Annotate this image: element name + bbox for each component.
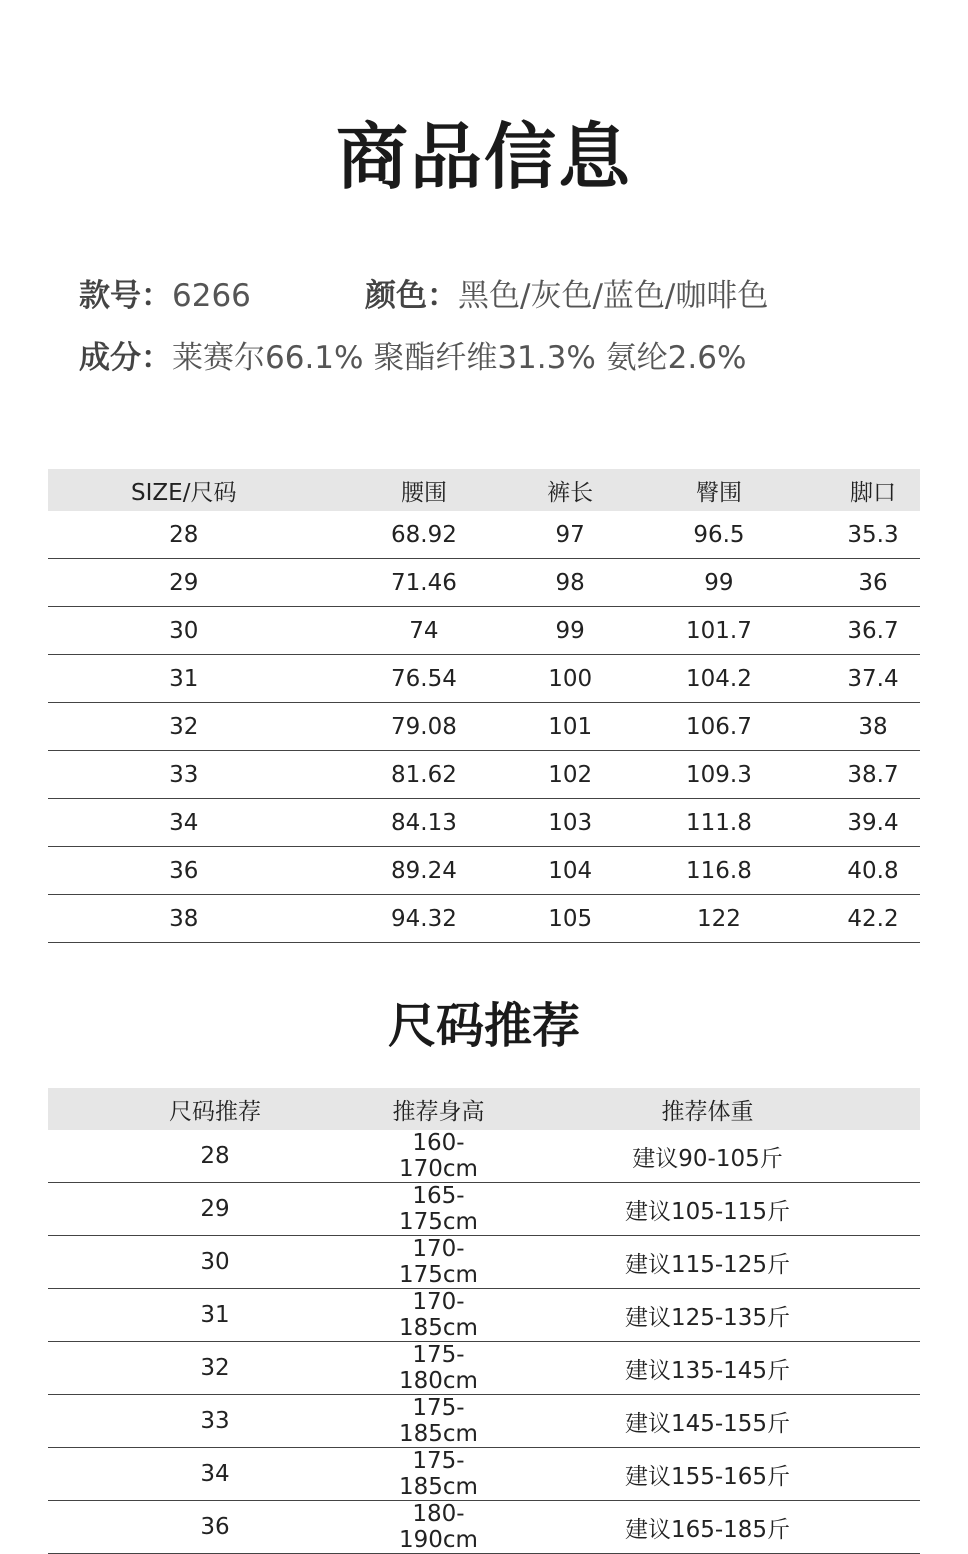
recommend-cell: 建议125-135斤	[495, 1289, 920, 1342]
size-chart-cell: 98	[528, 559, 612, 607]
size-recommend-table	[48, 1088, 920, 1554]
size-chart-cell: 71.46	[320, 559, 529, 607]
recommend-cell: 建议155-165斤	[495, 1448, 920, 1501]
recommend-cell: 28	[48, 1130, 382, 1183]
size-chart-cell: 28	[48, 511, 320, 559]
size-chart-cell: 89.24	[320, 847, 529, 895]
size-chart-cell: 30	[48, 607, 320, 655]
table-row	[48, 559, 920, 607]
size-chart-cell: 79.08	[320, 703, 529, 751]
size-chart-cell: 105	[528, 895, 612, 943]
recommend-cell: 36	[48, 1501, 382, 1554]
size-chart-header-0: SIZE/尺码	[48, 469, 320, 511]
size-chart-cell: 116.8	[612, 847, 826, 895]
size-chart-cell: 35.3	[826, 511, 920, 559]
size-chart-cell: 111.8	[612, 799, 826, 847]
table-row	[48, 703, 920, 751]
color-value: 黑色/灰色/蓝色/咖啡色	[458, 278, 769, 314]
recommend-header-row	[48, 1088, 920, 1130]
size-chart-cell: 84.13	[320, 799, 529, 847]
table-row	[48, 1448, 920, 1501]
size-chart-cell: 101.7	[612, 607, 826, 655]
recommend-cell: 175-185cm	[382, 1395, 495, 1448]
size-chart-cell: 29	[48, 559, 320, 607]
size-chart-cell: 31	[48, 655, 320, 703]
recommend-cell: 33	[48, 1395, 382, 1448]
color-label: 颜色：	[365, 278, 458, 314]
size-chart-cell: 101	[528, 703, 612, 751]
recommend-cell: 建议115-125斤	[495, 1236, 920, 1289]
table-row	[48, 511, 920, 559]
size-chart-cell: 32	[48, 703, 320, 751]
size-chart-cell: 42.2	[826, 895, 920, 943]
recommend-cell: 建议90-105斤	[495, 1130, 920, 1183]
size-chart-cell: 34	[48, 799, 320, 847]
recommend-cell: 建议145-155斤	[495, 1395, 920, 1448]
recommend-cell: 建议135-145斤	[495, 1342, 920, 1395]
size-chart-cell: 100	[528, 655, 612, 703]
table-row	[48, 1289, 920, 1342]
composition-value: 莱赛尔66.1% 聚酯纤维31.3% 氨纶2.6%	[172, 340, 747, 376]
size-chart-cell: 36.7	[826, 607, 920, 655]
table-row	[48, 895, 920, 943]
recommend-cell: 31	[48, 1289, 382, 1342]
recommend-header-2: 推荐体重	[495, 1088, 920, 1130]
size-chart-header-3: 臀围	[612, 469, 826, 511]
size-chart-cell: 102	[528, 751, 612, 799]
size-chart-cell: 38	[48, 895, 320, 943]
recommend-cell: 建议105-115斤	[495, 1183, 920, 1236]
size-chart-cell: 76.54	[320, 655, 529, 703]
table-row	[48, 751, 920, 799]
size-chart-header-2: 裤长	[528, 469, 612, 511]
size-chart-cell: 40.8	[826, 847, 920, 895]
recommend-cell: 170-175cm	[382, 1236, 495, 1289]
size-chart-header-4: 脚口	[826, 469, 920, 511]
recommend-title: 尺码推荐	[387, 998, 580, 1054]
size-chart-header-row	[48, 469, 920, 511]
size-chart-cell: 104	[528, 847, 612, 895]
size-chart-cell: 99	[612, 559, 826, 607]
recommend-cell: 170-185cm	[382, 1289, 495, 1342]
size-chart-table	[48, 469, 920, 943]
recommend-header-0: 尺码推荐	[48, 1088, 382, 1130]
recommend-cell: 165-175cm	[382, 1183, 495, 1236]
size-chart-cell: 36	[48, 847, 320, 895]
size-chart-cell: 104.2	[612, 655, 826, 703]
recommend-cell: 180-190cm	[382, 1501, 495, 1554]
size-chart-cell: 33	[48, 751, 320, 799]
size-chart-cell: 99	[528, 607, 612, 655]
size-chart-cell: 68.92	[320, 511, 529, 559]
recommend-cell: 160-170cm	[382, 1130, 495, 1183]
size-chart-cell: 106.7	[612, 703, 826, 751]
style-number	[79, 276, 251, 316]
size-chart-header-1: 腰围	[320, 469, 529, 511]
table-row	[48, 1236, 920, 1289]
style-number-value: 6266	[172, 278, 251, 314]
table-row	[48, 847, 920, 895]
recommend-cell: 建议165-185斤	[495, 1501, 920, 1554]
size-chart-cell: 109.3	[612, 751, 826, 799]
table-row	[48, 1342, 920, 1395]
size-chart-cell: 36	[826, 559, 920, 607]
recommend-cell: 175-185cm	[382, 1448, 495, 1501]
table-row	[48, 1130, 920, 1183]
size-chart-cell: 103	[528, 799, 612, 847]
page-title: 商品信息	[335, 115, 632, 199]
composition-row	[79, 338, 746, 378]
style-number-label: 款号：	[79, 278, 172, 314]
composition-label: 成分：	[79, 340, 172, 376]
recommend-cell: 29	[48, 1183, 382, 1236]
recommend-header-1: 推荐身高	[382, 1088, 495, 1130]
size-chart-cell: 38.7	[826, 751, 920, 799]
size-chart-cell: 39.4	[826, 799, 920, 847]
recommend-cell: 30	[48, 1236, 382, 1289]
table-row	[48, 1183, 920, 1236]
table-row	[48, 1395, 920, 1448]
recommend-cell: 34	[48, 1448, 382, 1501]
size-chart-cell: 122	[612, 895, 826, 943]
table-row	[48, 655, 920, 703]
size-chart-cell: 37.4	[826, 655, 920, 703]
size-chart-cell: 74	[320, 607, 529, 655]
size-chart-cell: 97	[528, 511, 612, 559]
size-chart-cell: 81.62	[320, 751, 529, 799]
table-row	[48, 607, 920, 655]
size-chart-cell: 96.5	[612, 511, 826, 559]
recommend-cell: 32	[48, 1342, 382, 1395]
table-row	[48, 799, 920, 847]
color-info	[365, 276, 768, 316]
product-style-color-row	[79, 276, 769, 316]
recommend-cell: 175-180cm	[382, 1342, 495, 1395]
size-chart-cell: 38	[826, 703, 920, 751]
table-row	[48, 1501, 920, 1554]
size-chart-cell: 94.32	[320, 895, 529, 943]
